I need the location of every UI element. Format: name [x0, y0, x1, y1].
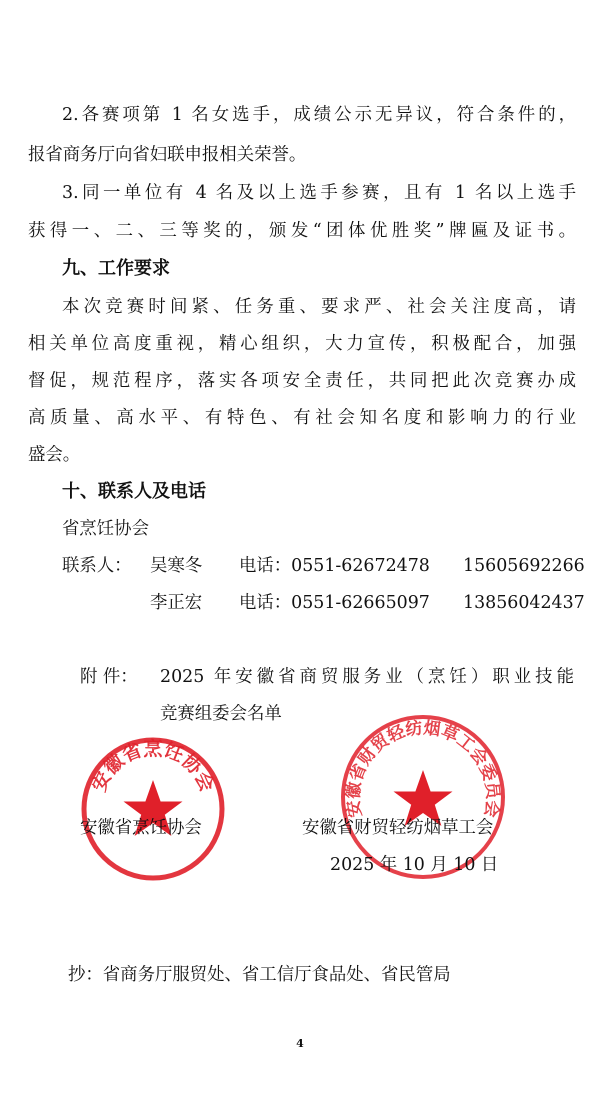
section-9-line-1: 本次竞赛时间紧、任务重、要求严、社会关注度高，请	[62, 297, 576, 317]
contact-mobile-2: 13856042437	[463, 593, 585, 613]
section-9-line-2: 相关单位高度重视，精心组织，大力宣传，积极配合，加强	[28, 334, 576, 354]
section-9-line-3: 督促，规范程序，落实各项安全责任，共同把此次竞赛办成	[28, 371, 576, 391]
cc-line: 抄：省商务厅服贸处、省工信厅食品处、省民管局	[68, 965, 451, 985]
contact-name-2: 李正宏	[150, 593, 203, 613]
award-women-line-1: 2.各赛项第 1 名女选手，成绩公示无异议，符合条件的，	[62, 105, 576, 125]
contact-label: 联系人：	[62, 556, 132, 576]
award-team-line-1: 3.同一单位有 4 名及以上选手参赛，且有 1 名以上选手	[62, 183, 576, 203]
contact-phone-1: 电话：0551-62672478	[239, 556, 430, 576]
attachment-line-2: 竞赛组委会名单	[160, 704, 282, 724]
section-9-heading: 九、工作要求	[62, 258, 170, 279]
contact-mobile-1: 15605692266	[463, 556, 585, 576]
stamp-2-text: 安徽省财贸轻纺烟草工会委员会	[343, 718, 503, 819]
contact-org: 省烹饪协会	[62, 519, 149, 539]
attachment-line-1: 2025 年安徽省商贸服务业（烹饪）职业技能	[160, 667, 574, 687]
section-9-line-5: 盛会。	[28, 445, 81, 465]
signature-date: 2025 年 10 月 10 日	[330, 855, 499, 875]
signature-org-1: 安徽省烹饪协会	[80, 818, 202, 838]
section-10-heading: 十、联系人及电话	[62, 481, 206, 502]
page-number: 4	[296, 1037, 304, 1050]
award-women-line-2: 报省商务厅向省妇联申报相关荣誉。	[28, 145, 307, 165]
stamp-cooking-association	[78, 734, 228, 884]
attachment-label: 附 件：	[80, 667, 138, 687]
section-9-line-4: 高质量、高水平、有特色、有社会知名度和影响力的行业	[28, 408, 576, 428]
contact-phone-2: 电话：0551-62665097	[239, 593, 430, 613]
award-team-line-2: 获得一、二、三等奖的，颁发“团体优胜奖”牌匾及证书。	[28, 221, 576, 241]
signature-org-2: 安徽省财贸轻纺烟草工会	[302, 818, 494, 838]
contact-name-1: 吴寒冬	[150, 556, 203, 576]
stamp-1-text: 安徽省烹饪协会	[88, 737, 218, 795]
